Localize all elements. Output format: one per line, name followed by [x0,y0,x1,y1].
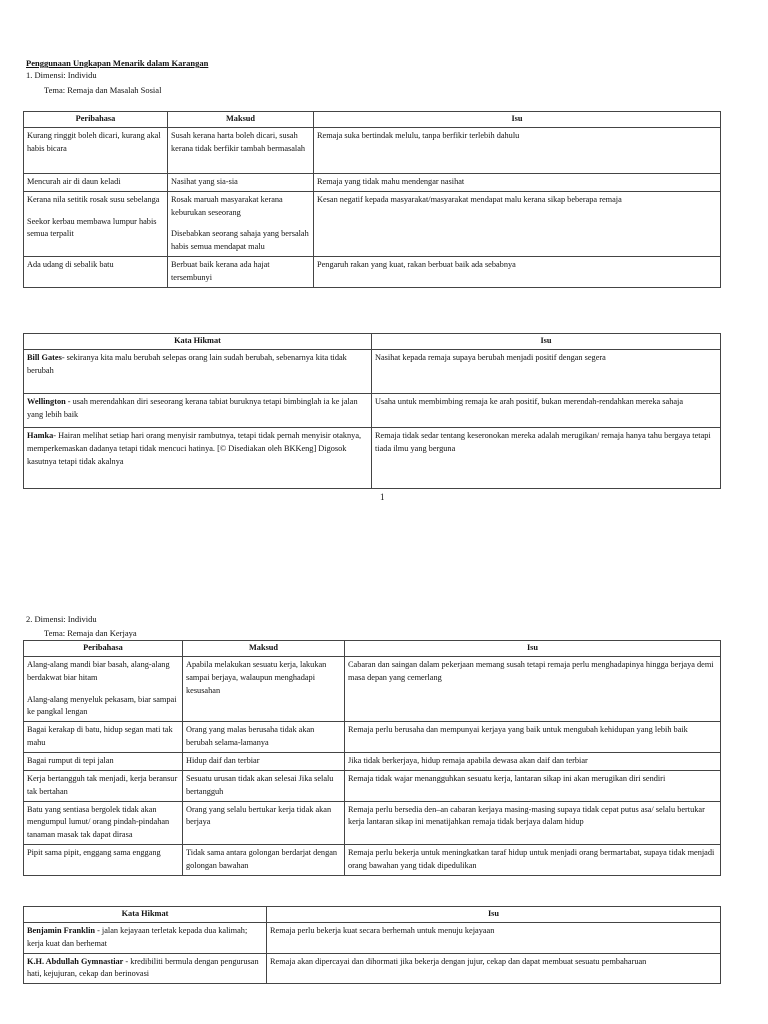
maksud-cell: Tidak sama antara golongan berdarjat dengan golongan bawahan [183,845,345,876]
peribahasa-cell: Bagai rumput di tepi jalan [24,753,183,771]
dimension-heading-1: 1. Dimensi: Individu [26,70,97,80]
table-header-row [24,334,721,350]
isu-cell: Cabaran dan saingan dalam pekerjaan memang susah tetapi remaja perlu menghadapinya hingga berjaya demi masa depan yang cemerlang [345,656,721,721]
isu-cell: Usaha untuk membimbing remaja ke arah positif, bukan merendah-rendahkan mereka sahaja [372,393,721,427]
column-header: Maksud [168,112,314,128]
isu-cell: Kesan negatif kepada masyarakat/masyarakat mendapat malu kerana sikap beberapa remaja [314,191,721,256]
maksud-cell: Berbuat baik kerana ada hajat tersembunyi [168,257,314,288]
isu-cell: Remaja yang tidak mahu mendengar nasihat [314,173,721,191]
quote-text: - usah merendahkan diri seseorang kerana tabiat buruknya tetapi bimbinglah ia ke jalan yang lebih baik [27,396,358,419]
peribahasa-text: Alang-alang menyeluk pekasam, biar sampai ke pangkal lengan [27,694,177,717]
isu-cell: Jika tidak berkerjaya, hidup remaja apabila dewasa akan daif dan terbiar [345,753,721,771]
isu-cell: Nasihat kepada remaja supaya berubah menjadi positif dengan segera [372,349,721,393]
maksud-cell: Orang yang selalu bertukar kerja tidak akan berjaya [183,801,345,845]
isu-cell: Remaja perlu bekerja untuk meningkatkan taraf hidup untuk menjadi orang bermartabat, supaya tidak menjadi orang bawahan yang tidak dipedulikan [345,845,721,876]
peribahasa-text: Seekor kerbau membawa lumpur habis semua terpalit [27,216,157,239]
theme-heading-1: Tema: Remaja dan Masalah Sosial [44,85,162,95]
maksud-cell: Apabila melakukan sesuatu kerja, lakukan sampai berjaya, walaupun menghadapi kesusahan [183,656,345,721]
maksud-cell [168,191,314,256]
peribahasa-text: Alang-alang mandi biar basah, alang-alang berdakwat biar hitam [27,659,170,682]
quote-author: Benjamin Franklin [27,925,95,935]
column-header: Isu [314,112,721,128]
peribahasa-table-2 [23,640,721,876]
page-number: 1 [380,492,385,502]
table-row [24,173,721,191]
table-row [24,722,721,753]
peribahasa-cell: Batu yang sentiasa bergolek tidak akan mengumpul lumut/ orang pindah-pindahan tanaman masak tak dapat dirasa [24,801,183,845]
table-row [24,753,721,771]
quote-text: - jalan kejayaan terletak kepada dua kalimah; kerja kuat dan berhemat [27,925,248,948]
dimension-heading-2: 2. Dimensi: Individu [26,614,97,624]
peribahasa-cell [24,656,183,721]
table-row [24,393,721,427]
table-row [24,257,721,288]
table-row [24,845,721,876]
isu-cell: Remaja tidak sedar tentang keseronokan mereka adalah merugikan/ remaja hanya tahu bergaya tetapi tiada ilmu yang berguna [372,427,721,488]
quote-text: - Hairan melihat setiap hari orang menyisir rambutnya, tetapi tidak pernah menyisir otaknya, memperkemaskan dadanya tetapi tidak mencuci hatinya. [© Disediakan oleh BKKeng] Digosok kasutnya tetapi tidak akalnya [27,430,362,466]
table-header-row [24,641,721,657]
isu-cell: Pengaruh rakan yang kuat, rakan berbuat baik ada sebabnya [314,257,721,288]
peribahasa-table-1 [23,111,721,288]
kata-hikmat-table-2 [23,906,721,984]
document-title: Penggunaan Ungkapan Menarik dalam Karangan [26,58,209,68]
table-row [24,349,721,393]
column-header: Peribahasa [24,641,183,657]
maksud-text: Disebabkan seorang sahaja yang bersalah habis semua mendapat malu [171,229,309,252]
column-header: Kata Hikmat [24,334,372,350]
column-header: Isu [372,334,721,350]
column-header: Isu [267,907,721,923]
quote-author: Bill Gates [27,352,62,362]
peribahasa-text: Kerana nila setitik rosak susu sebelanga [27,194,160,204]
maksud-cell: Susah kerana harta boleh dicari, susah kerana tidak berfikir tambah bermasalah [168,127,314,173]
quote-author: K.H. Abdullah Gymnastiar [27,956,124,966]
maksud-cell: Orang yang malas berusaha tidak akan berubah selama-lamanya [183,722,345,753]
kata-hikmat-cell [24,953,267,984]
table-header-row [24,112,721,128]
maksud-cell: Nasihat yang sia-sia [168,173,314,191]
table-header-row [24,907,721,923]
kata-hikmat-cell [24,427,372,488]
theme-heading-2: Tema: Remaja dan Kerjaya [44,628,137,638]
kata-hikmat-table-1 [23,333,721,489]
column-header: Kata Hikmat [24,907,267,923]
table-row [24,127,721,173]
peribahasa-cell: Mencurah air di daun keladi [24,173,168,191]
table-row [24,191,721,256]
peribahasa-cell: Pipit sama pipit, enggang sama enggang [24,845,183,876]
quote-author: Wellington [27,396,66,406]
table-row [24,427,721,488]
isu-cell: Remaja suka bertindak melulu, tanpa berfikir terlebih dahulu [314,127,721,173]
table-row [24,953,721,984]
table-row [24,770,721,801]
table-row [24,656,721,721]
table-row [24,801,721,845]
maksud-cell: Hidup daif dan terbiar [183,753,345,771]
maksud-cell: Sesuatu urusan tidak akan selesai Jika selalu bertangguh [183,770,345,801]
maksud-text: Rosak maruah masyarakat kerana keburukan seseorang [171,194,283,217]
peribahasa-cell [24,191,168,256]
isu-cell: Remaja perlu bekerja kuat secara berhemah untuk menuju kejayaan [267,922,721,953]
isu-cell: Remaja perlu berusaha dan mempunyai kerjaya yang baik untuk mengubah kehidupan yang lebih baik [345,722,721,753]
quote-author: Hamka [27,430,54,440]
peribahasa-cell: Ada udang di sebalik batu [24,257,168,288]
kata-hikmat-cell [24,349,372,393]
peribahasa-cell: Kurang ringgit boleh dicari, kurang akal habis bicara [24,127,168,173]
column-header: Isu [345,641,721,657]
isu-cell: Remaja akan dipercayai dan dihormati jika bekerja dengan jujur, cekap dan dapat membuat sesuatu pembaharuan [267,953,721,984]
table-row [24,922,721,953]
column-header: Peribahasa [24,112,168,128]
isu-cell: Remaja tidak wajar menangguhkan sesuatu kerja, lantaran sikap ini akan merugikan diri sendiri [345,770,721,801]
kata-hikmat-cell [24,922,267,953]
peribahasa-cell: Kerja bertangguh tak menjadi, kerja beransur tak bertahan [24,770,183,801]
isu-cell: Remaja perlu bersedia den–an cabaran kerjaya masing-masing supaya tidak cepat putus asa/ selalu bertukar kerja lantaran sikap ini menatijahkan remaja tidak berjaya dalam hidup [345,801,721,845]
column-header: Maksud [183,641,345,657]
quote-text: - sekiranya kita malu berubah selepas orang lain sudah berubah, sebenarnya kita tidak berubah [27,352,347,375]
kata-hikmat-cell [24,393,372,427]
peribahasa-cell: Bagai kerakap di batu, hidup segan mati tak mahu [24,722,183,753]
quote-text: - kredibiliti bermula dengan pengurusan hati, kejujuran, cekap dan berinovasi [27,956,259,979]
